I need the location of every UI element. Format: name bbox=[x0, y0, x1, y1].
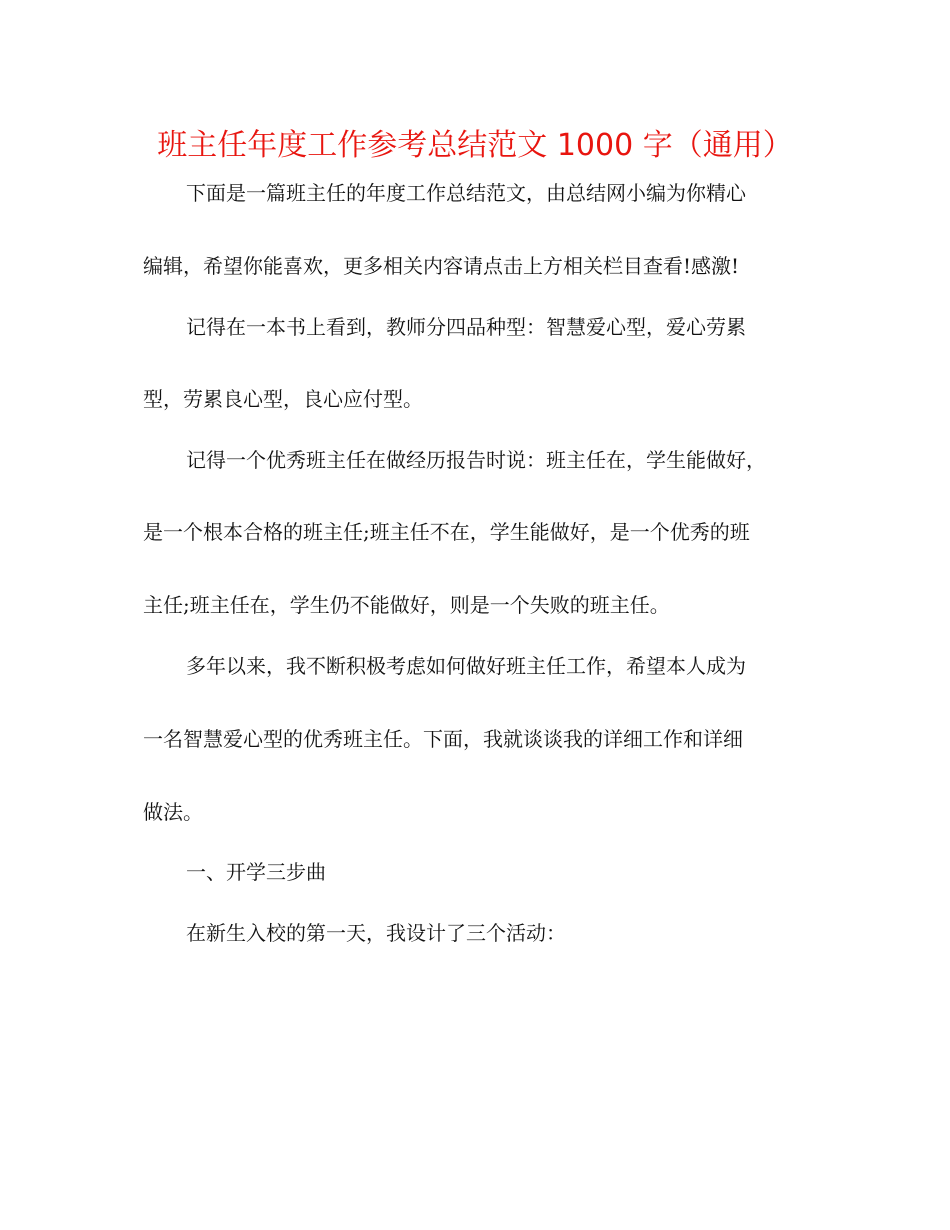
paragraph-line: 在新生入校的第一天，我设计了三个活动： bbox=[186, 921, 566, 945]
paragraph-line: 记得一个优秀班主任在做经历报告时说：班主任在，学生能做好， bbox=[186, 448, 766, 472]
paragraph-line: 型，劳累良心型，良心应付型。 bbox=[143, 387, 423, 411]
paragraph-line: 一名智慧爱心型的优秀班主任。下面，我就谈谈我的详细工作和详细 bbox=[143, 727, 743, 751]
document-title: 班主任年度工作参考总结范文 1000 字（通用） bbox=[157, 128, 793, 163]
paragraph-line: 编辑，希望你能喜欢，更多相关内容请点击上方相关栏目查看!感激! bbox=[143, 254, 740, 278]
paragraph-line: 主任;班主任在，学生仍不能做好，则是一个失败的班主任。 bbox=[143, 593, 670, 617]
paragraph-line: 做法。 bbox=[143, 800, 203, 824]
paragraph-line: 下面是一篇班主任的年度工作总结范文，由总结网小编为你精心 bbox=[186, 181, 746, 205]
paragraph-line: 记得在一本书上看到，教师分四品种型：智慧爱心型，爱心劳累 bbox=[186, 315, 746, 339]
paragraph-line: 是一个根本合格的班主任;班主任不在，学生能做好，是一个优秀的班 bbox=[143, 520, 750, 544]
paragraph-line: 多年以来，我不断积极考虑如何做好班主任工作，希望本人成为 bbox=[186, 654, 746, 678]
section-heading: 一、开学三步曲 bbox=[186, 860, 326, 884]
